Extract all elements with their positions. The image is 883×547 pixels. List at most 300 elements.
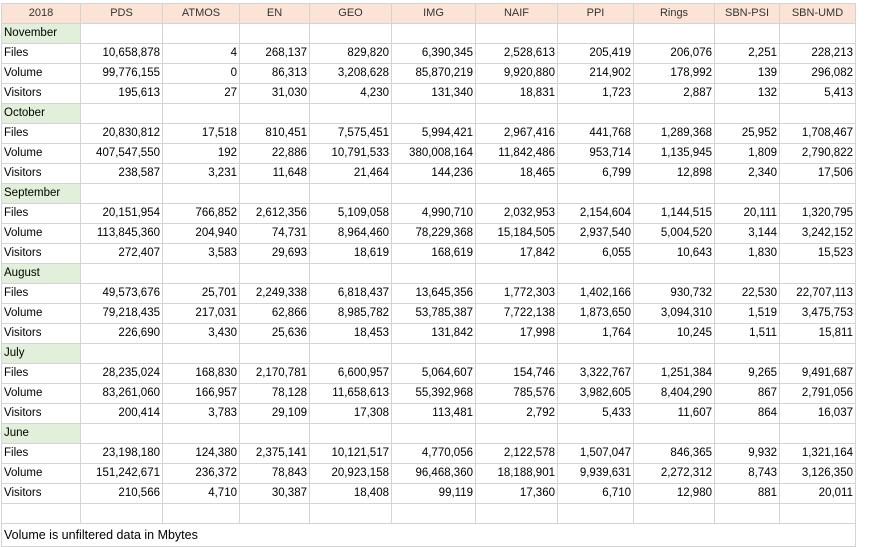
value-cell[interactable]: 49,573,676 <box>81 284 163 304</box>
empty-cell[interactable] <box>392 104 476 124</box>
value-cell[interactable]: 29,693 <box>240 244 310 264</box>
value-cell[interactable]: 1,511 <box>715 324 780 344</box>
value-cell[interactable]: 17,506 <box>780 164 856 184</box>
value-cell[interactable]: 5,064,607 <box>392 364 476 384</box>
value-cell[interactable]: 9,932 <box>715 444 780 464</box>
value-cell[interactable]: 4,990,710 <box>392 204 476 224</box>
value-cell[interactable]: 124,380 <box>163 444 240 464</box>
value-cell[interactable]: 930,732 <box>634 284 715 304</box>
empty-cell[interactable] <box>81 24 163 44</box>
empty-cell[interactable] <box>780 104 856 124</box>
empty-cell[interactable] <box>310 344 392 364</box>
header-cell[interactable]: ATMOS <box>163 4 240 24</box>
value-cell[interactable]: 6,055 <box>558 244 634 264</box>
value-cell[interactable]: 7,575,451 <box>310 124 392 144</box>
value-cell[interactable]: 132 <box>715 84 780 104</box>
empty-cell[interactable] <box>240 104 310 124</box>
value-cell[interactable]: 206,076 <box>634 44 715 64</box>
value-cell[interactable]: 3,208,628 <box>310 64 392 84</box>
empty-cell[interactable] <box>558 104 634 124</box>
empty-cell[interactable] <box>163 264 240 284</box>
empty-cell[interactable] <box>392 344 476 364</box>
value-cell[interactable]: 2,122,578 <box>476 444 558 464</box>
value-cell[interactable]: 3,231 <box>163 164 240 184</box>
row-label-cell[interactable]: Volume <box>2 464 81 484</box>
row-label-cell[interactable]: Visitors <box>2 324 81 344</box>
value-cell[interactable]: 846,365 <box>634 444 715 464</box>
empty-cell[interactable] <box>392 264 476 284</box>
empty-cell[interactable] <box>81 264 163 284</box>
value-cell[interactable]: 86,313 <box>240 64 310 84</box>
value-cell[interactable]: 15,184,505 <box>476 224 558 244</box>
header-cell[interactable]: GEO <box>310 4 392 24</box>
value-cell[interactable]: 407,547,550 <box>81 144 163 164</box>
row-label-cell[interactable]: Volume <box>2 64 81 84</box>
empty-cell[interactable] <box>476 24 558 44</box>
empty-cell[interactable] <box>634 264 715 284</box>
value-cell[interactable]: 2,937,540 <box>558 224 634 244</box>
table-row <box>2 124 856 144</box>
empty-cell[interactable] <box>476 344 558 364</box>
value-cell[interactable]: 1,764 <box>558 324 634 344</box>
value-cell[interactable]: 96,468,360 <box>392 464 476 484</box>
value-cell[interactable]: 20,151,954 <box>81 204 163 224</box>
value-cell[interactable]: 2,612,356 <box>240 204 310 224</box>
empty-cell[interactable] <box>310 524 856 547</box>
empty-cell[interactable] <box>81 184 163 204</box>
value-cell[interactable]: 205,419 <box>558 44 634 64</box>
value-cell[interactable]: 2,967,416 <box>476 124 558 144</box>
empty-cell[interactable] <box>163 504 240 524</box>
value-cell[interactable]: 62,866 <box>240 304 310 324</box>
value-cell[interactable]: 2,272,312 <box>634 464 715 484</box>
value-cell[interactable]: 1,135,945 <box>634 144 715 164</box>
header-cell[interactable]: SBN-PSI <box>715 4 780 24</box>
value-cell[interactable]: 78,229,368 <box>392 224 476 244</box>
header-cell[interactable]: IMG <box>392 4 476 24</box>
spreadsheet-table <box>1 3 856 547</box>
value-cell[interactable]: 22,707,113 <box>780 284 856 304</box>
value-cell[interactable]: 10,121,517 <box>310 444 392 464</box>
value-cell[interactable]: 178,992 <box>634 64 715 84</box>
value-cell[interactable]: 4,770,056 <box>392 444 476 464</box>
value-cell[interactable]: 3,242,152 <box>780 224 856 244</box>
empty-cell[interactable] <box>634 184 715 204</box>
value-cell[interactable]: 6,600,957 <box>310 364 392 384</box>
empty-cell[interactable] <box>780 184 856 204</box>
table-row <box>2 484 856 504</box>
value-cell[interactable]: 25,636 <box>240 324 310 344</box>
value-cell[interactable]: 1,402,166 <box>558 284 634 304</box>
value-cell[interactable]: 5,994,421 <box>392 124 476 144</box>
value-cell[interactable]: 79,218,435 <box>81 304 163 324</box>
value-cell[interactable]: 78,843 <box>240 464 310 484</box>
row-label-cell[interactable]: Files <box>2 204 81 224</box>
value-cell[interactable]: 11,648 <box>240 164 310 184</box>
empty-cell[interactable] <box>715 104 780 124</box>
value-cell[interactable]: 5,413 <box>780 84 856 104</box>
value-cell[interactable]: 31,030 <box>240 84 310 104</box>
value-cell[interactable]: 1,251,384 <box>634 364 715 384</box>
value-cell[interactable]: 953,714 <box>558 144 634 164</box>
value-cell[interactable]: 1,144,515 <box>634 204 715 224</box>
value-cell[interactable]: 226,690 <box>81 324 163 344</box>
row-label-cell[interactable]: Visitors <box>2 484 81 504</box>
value-cell[interactable]: 22,530 <box>715 284 780 304</box>
value-cell[interactable]: 10,658,878 <box>81 44 163 64</box>
value-cell[interactable]: 236,372 <box>163 464 240 484</box>
empty-cell[interactable] <box>558 184 634 204</box>
row-label-cell[interactable]: Visitors <box>2 244 81 264</box>
value-cell[interactable]: 3,126,350 <box>780 464 856 484</box>
value-cell[interactable]: 10,643 <box>634 244 715 264</box>
value-cell[interactable]: 22,886 <box>240 144 310 164</box>
value-cell[interactable]: 78,128 <box>240 384 310 404</box>
value-cell[interactable]: 27 <box>163 84 240 104</box>
value-cell[interactable]: 867 <box>715 384 780 404</box>
empty-cell[interactable] <box>476 504 558 524</box>
value-cell[interactable]: 2,154,604 <box>558 204 634 224</box>
value-cell[interactable]: 268,137 <box>240 44 310 64</box>
value-cell[interactable]: 9,939,631 <box>558 464 634 484</box>
header-cell[interactable]: SBN-UMD <box>780 4 856 24</box>
value-cell[interactable]: 16,037 <box>780 404 856 424</box>
value-cell[interactable]: 8,743 <box>715 464 780 484</box>
empty-cell[interactable] <box>310 264 392 284</box>
value-cell[interactable]: 168,619 <box>392 244 476 264</box>
value-cell[interactable]: 20,011 <box>780 484 856 504</box>
empty-cell[interactable] <box>715 504 780 524</box>
value-cell[interactable]: 2,790,822 <box>780 144 856 164</box>
header-cell[interactable]: 2018 <box>2 4 81 24</box>
value-cell[interactable]: 204,940 <box>163 224 240 244</box>
value-cell[interactable]: 83,261,060 <box>81 384 163 404</box>
value-cell[interactable]: 25,952 <box>715 124 780 144</box>
value-cell[interactable]: 85,870,219 <box>392 64 476 84</box>
value-cell[interactable]: 18,453 <box>310 324 392 344</box>
value-cell[interactable]: 4,230 <box>310 84 392 104</box>
value-cell[interactable]: 192 <box>163 144 240 164</box>
value-cell[interactable]: 3,982,605 <box>558 384 634 404</box>
empty-cell[interactable] <box>476 184 558 204</box>
header-cell[interactable]: NAIF <box>476 4 558 24</box>
empty-cell[interactable] <box>558 344 634 364</box>
value-cell[interactable]: 20,830,812 <box>81 124 163 144</box>
value-cell[interactable]: 9,920,880 <box>476 64 558 84</box>
month-row <box>2 344 856 364</box>
value-cell[interactable]: 5,109,058 <box>310 204 392 224</box>
value-cell[interactable]: 217,031 <box>163 304 240 324</box>
value-cell[interactable]: 131,340 <box>392 84 476 104</box>
value-cell[interactable]: 5,004,520 <box>634 224 715 244</box>
value-cell[interactable]: 6,799 <box>558 164 634 184</box>
row-label-cell[interactable]: Files <box>2 44 81 64</box>
empty-cell[interactable] <box>81 424 163 444</box>
empty-cell[interactable] <box>780 424 856 444</box>
value-cell[interactable]: 8,404,290 <box>634 384 715 404</box>
empty-cell[interactable] <box>310 104 392 124</box>
value-cell[interactable]: 6,710 <box>558 484 634 504</box>
value-cell[interactable]: 1,873,650 <box>558 304 634 324</box>
month-row <box>2 104 856 124</box>
month-label-cell[interactable]: August <box>2 264 81 284</box>
value-cell[interactable]: 238,587 <box>81 164 163 184</box>
value-cell[interactable]: 74,731 <box>240 224 310 244</box>
empty-cell[interactable] <box>634 344 715 364</box>
value-cell[interactable]: 15,811 <box>780 324 856 344</box>
empty-cell[interactable] <box>634 504 715 524</box>
value-cell[interactable]: 785,576 <box>476 384 558 404</box>
empty-cell[interactable] <box>310 24 392 44</box>
value-cell[interactable]: 881 <box>715 484 780 504</box>
month-label-cell[interactable]: July <box>2 344 81 364</box>
empty-cell[interactable] <box>163 104 240 124</box>
value-cell[interactable]: 1,289,368 <box>634 124 715 144</box>
value-cell[interactable]: 2,340 <box>715 164 780 184</box>
header-cell[interactable]: EN <box>240 4 310 24</box>
row-label-cell[interactable]: Volume <box>2 304 81 324</box>
value-cell[interactable]: 131,842 <box>392 324 476 344</box>
value-cell[interactable]: 6,390,345 <box>392 44 476 64</box>
value-cell[interactable]: 113,481 <box>392 404 476 424</box>
empty-cell[interactable] <box>558 24 634 44</box>
value-cell[interactable]: 139 <box>715 64 780 84</box>
row-label-cell[interactable]: Files <box>2 284 81 304</box>
value-cell[interactable]: 1,321,164 <box>780 444 856 464</box>
value-cell[interactable]: 864 <box>715 404 780 424</box>
empty-cell[interactable] <box>780 504 856 524</box>
value-cell[interactable]: 1,320,795 <box>780 204 856 224</box>
value-cell[interactable]: 1,772,303 <box>476 284 558 304</box>
value-cell[interactable]: 11,607 <box>634 404 715 424</box>
value-cell[interactable]: 55,392,968 <box>392 384 476 404</box>
empty-cell[interactable] <box>163 184 240 204</box>
value-cell[interactable]: 18,831 <box>476 84 558 104</box>
header-cell[interactable]: PDS <box>81 4 163 24</box>
empty-cell[interactable] <box>240 24 310 44</box>
empty-cell[interactable] <box>780 24 856 44</box>
value-cell[interactable]: 17,360 <box>476 484 558 504</box>
value-cell[interactable]: 296,082 <box>780 64 856 84</box>
empty-cell[interactable] <box>476 424 558 444</box>
value-cell[interactable]: 11,842,486 <box>476 144 558 164</box>
row-label-cell[interactable]: Visitors <box>2 404 81 424</box>
value-cell[interactable]: 200,414 <box>81 404 163 424</box>
value-cell[interactable]: 18,188,901 <box>476 464 558 484</box>
value-cell[interactable]: 1,830 <box>715 244 780 264</box>
empty-cell[interactable] <box>715 24 780 44</box>
empty-cell[interactable] <box>81 344 163 364</box>
empty-cell[interactable] <box>558 504 634 524</box>
empty-cell[interactable] <box>634 104 715 124</box>
value-cell[interactable]: 28,235,024 <box>81 364 163 384</box>
empty-cell[interactable] <box>240 344 310 364</box>
empty-cell[interactable] <box>2 504 81 524</box>
value-cell[interactable]: 829,820 <box>310 44 392 64</box>
value-cell[interactable]: 17,308 <box>310 404 392 424</box>
row-label-cell[interactable]: Volume <box>2 144 81 164</box>
value-cell[interactable]: 3,144 <box>715 224 780 244</box>
header-cell[interactable]: PPI <box>558 4 634 24</box>
value-cell[interactable]: 766,852 <box>163 204 240 224</box>
month-row <box>2 264 856 284</box>
value-cell[interactable]: 10,791,533 <box>310 144 392 164</box>
row-label-cell[interactable]: Files <box>2 444 81 464</box>
value-cell[interactable]: 1,809 <box>715 144 780 164</box>
value-cell[interactable]: 195,613 <box>81 84 163 104</box>
value-cell[interactable]: 17,842 <box>476 244 558 264</box>
value-cell[interactable]: 18,465 <box>476 164 558 184</box>
empty-cell[interactable] <box>558 264 634 284</box>
value-cell[interactable]: 5,433 <box>558 404 634 424</box>
value-cell[interactable]: 12,898 <box>634 164 715 184</box>
value-cell[interactable]: 1,708,467 <box>780 124 856 144</box>
empty-cell[interactable] <box>163 24 240 44</box>
table-row <box>2 384 856 404</box>
row-label-cell[interactable]: Visitors <box>2 164 81 184</box>
value-cell[interactable]: 2,249,338 <box>240 284 310 304</box>
value-cell[interactable]: 0 <box>163 64 240 84</box>
table-row <box>2 224 856 244</box>
empty-cell[interactable] <box>392 184 476 204</box>
value-cell[interactable]: 10,245 <box>634 324 715 344</box>
row-label-cell[interactable]: Volume <box>2 224 81 244</box>
value-cell[interactable]: 99,776,155 <box>81 64 163 84</box>
empty-cell[interactable] <box>392 504 476 524</box>
empty-cell[interactable] <box>392 424 476 444</box>
empty-cell[interactable] <box>780 344 856 364</box>
empty-cell[interactable] <box>163 424 240 444</box>
value-cell[interactable]: 228,213 <box>780 44 856 64</box>
empty-cell[interactable] <box>715 424 780 444</box>
value-cell[interactable]: 8,964,460 <box>310 224 392 244</box>
row-label-cell[interactable]: Files <box>2 124 81 144</box>
month-label-cell[interactable]: June <box>2 424 81 444</box>
empty-cell[interactable] <box>240 504 310 524</box>
value-cell[interactable]: 21,464 <box>310 164 392 184</box>
value-cell[interactable]: 1,723 <box>558 84 634 104</box>
value-cell[interactable]: 3,783 <box>163 404 240 424</box>
value-cell[interactable]: 2,887 <box>634 84 715 104</box>
value-cell[interactable]: 7,722,138 <box>476 304 558 324</box>
table-row <box>2 464 856 484</box>
empty-cell[interactable] <box>240 184 310 204</box>
value-cell[interactable]: 380,008,164 <box>392 144 476 164</box>
value-cell[interactable]: 99,119 <box>392 484 476 504</box>
value-cell[interactable]: 1,519 <box>715 304 780 324</box>
value-cell[interactable]: 2,791,056 <box>780 384 856 404</box>
value-cell[interactable]: 15,523 <box>780 244 856 264</box>
empty-cell[interactable] <box>715 184 780 204</box>
value-cell[interactable]: 3,475,753 <box>780 304 856 324</box>
value-cell[interactable]: 272,407 <box>81 244 163 264</box>
empty-cell[interactable] <box>163 344 240 364</box>
value-cell[interactable]: 2,032,953 <box>476 204 558 224</box>
value-cell[interactable]: 144,236 <box>392 164 476 184</box>
value-cell[interactable]: 168,830 <box>163 364 240 384</box>
value-cell[interactable]: 3,094,310 <box>634 304 715 324</box>
value-cell[interactable]: 210,566 <box>81 484 163 504</box>
value-cell[interactable]: 18,408 <box>310 484 392 504</box>
row-label-cell[interactable]: Volume <box>2 384 81 404</box>
table-row <box>2 144 856 164</box>
value-cell[interactable]: 2,528,613 <box>476 44 558 64</box>
value-cell[interactable]: 6,818,437 <box>310 284 392 304</box>
value-cell[interactable]: 18,619 <box>310 244 392 264</box>
empty-cell[interactable] <box>240 424 310 444</box>
value-cell[interactable]: 17,518 <box>163 124 240 144</box>
value-cell[interactable]: 2,792 <box>476 404 558 424</box>
value-cell[interactable]: 20,111 <box>715 204 780 224</box>
empty-cell[interactable] <box>392 24 476 44</box>
value-cell[interactable]: 9,265 <box>715 364 780 384</box>
empty-cell[interactable] <box>81 104 163 124</box>
value-cell[interactable]: 441,768 <box>558 124 634 144</box>
empty-cell[interactable] <box>634 424 715 444</box>
value-cell[interactable]: 4,710 <box>163 484 240 504</box>
note-cell[interactable]: Volume is unfiltered data in Mbytes <box>2 524 310 547</box>
value-cell[interactable]: 4 <box>163 44 240 64</box>
table-row <box>2 204 856 224</box>
value-cell[interactable]: 17,998 <box>476 324 558 344</box>
empty-cell[interactable] <box>476 104 558 124</box>
empty-cell[interactable] <box>715 264 780 284</box>
empty-cell[interactable] <box>310 184 392 204</box>
value-cell[interactable]: 30,387 <box>240 484 310 504</box>
value-cell[interactable]: 13,645,356 <box>392 284 476 304</box>
row-label-cell[interactable]: Files <box>2 364 81 384</box>
value-cell[interactable]: 3,322,767 <box>558 364 634 384</box>
value-cell[interactable]: 166,957 <box>163 384 240 404</box>
value-cell[interactable]: 23,198,180 <box>81 444 163 464</box>
row-label-cell[interactable]: Visitors <box>2 84 81 104</box>
value-cell[interactable]: 2,251 <box>715 44 780 64</box>
empty-cell[interactable] <box>81 504 163 524</box>
value-cell[interactable]: 8,985,782 <box>310 304 392 324</box>
value-cell[interactable]: 20,923,158 <box>310 464 392 484</box>
table-row <box>2 164 856 184</box>
header-cell[interactable]: Rings <box>634 4 715 24</box>
empty-cell[interactable] <box>240 264 310 284</box>
empty-cell[interactable] <box>780 264 856 284</box>
month-label-cell[interactable]: October <box>2 104 81 124</box>
value-cell[interactable]: 154,746 <box>476 364 558 384</box>
value-cell[interactable]: 12,980 <box>634 484 715 504</box>
value-cell[interactable]: 29,109 <box>240 404 310 424</box>
value-cell[interactable]: 9,491,687 <box>780 364 856 384</box>
empty-cell[interactable] <box>310 504 392 524</box>
value-cell[interactable]: 214,902 <box>558 64 634 84</box>
value-cell[interactable]: 810,451 <box>240 124 310 144</box>
empty-cell[interactable] <box>634 24 715 44</box>
empty-cell[interactable] <box>310 424 392 444</box>
value-cell[interactable]: 11,658,613 <box>310 384 392 404</box>
month-label-cell[interactable]: September <box>2 184 81 204</box>
value-cell[interactable]: 3,430 <box>163 324 240 344</box>
value-cell[interactable]: 53,785,387 <box>392 304 476 324</box>
value-cell[interactable]: 25,701 <box>163 284 240 304</box>
month-label-cell[interactable]: November <box>2 24 81 44</box>
value-cell[interactable]: 2,170,781 <box>240 364 310 384</box>
empty-cell[interactable] <box>476 264 558 284</box>
value-cell[interactable]: 151,242,671 <box>81 464 163 484</box>
empty-cell[interactable] <box>715 344 780 364</box>
value-cell[interactable]: 1,507,047 <box>558 444 634 464</box>
value-cell[interactable]: 2,375,141 <box>240 444 310 464</box>
value-cell[interactable]: 113,845,360 <box>81 224 163 244</box>
empty-cell[interactable] <box>558 424 634 444</box>
value-cell[interactable]: 3,583 <box>163 244 240 264</box>
